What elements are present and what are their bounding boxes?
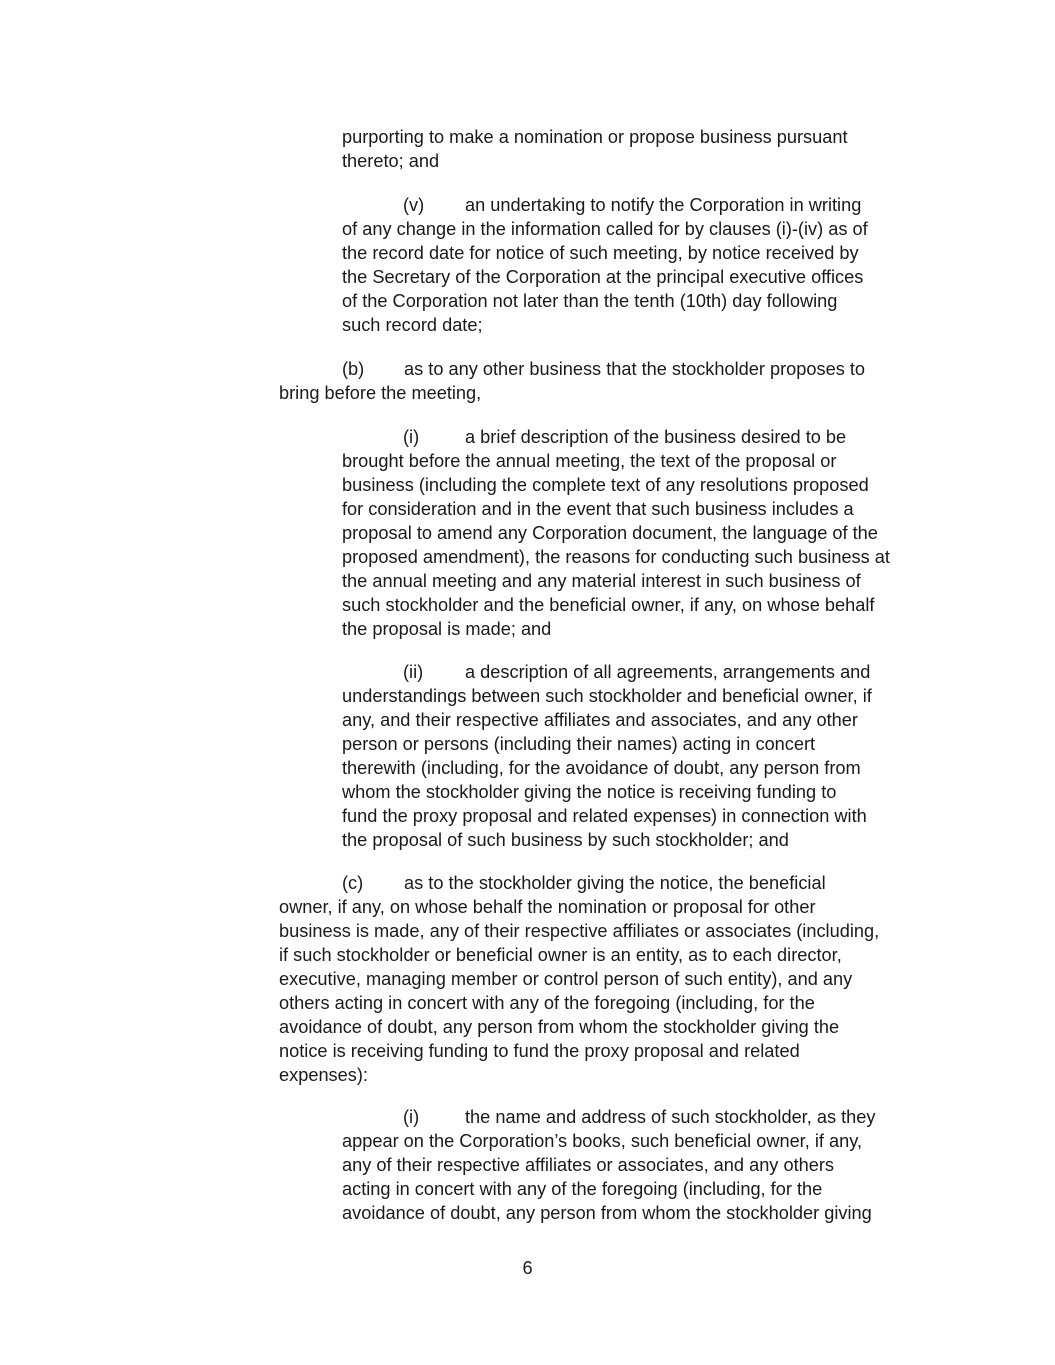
text-line: the proposal is made; and [342,619,552,639]
paragraph-c-i [342,1105,875,1225]
clause-number: (i) [403,427,420,447]
paragraph-a-v [342,193,868,337]
text-line: others acting in concert with any of the foregoing (including, for the [279,993,815,1013]
text-line: notice is receiving funding to fund the proxy proposal and related [279,1041,800,1061]
text-line: brought before the annual meeting, the text of the proposal or [342,451,837,471]
text-line: of any change in the information called for by clauses (i)-(iv) as of [342,219,868,239]
paragraph-b-i [342,425,890,641]
clause-number: (ii) [403,662,424,682]
text-line: the record date for notice of such meeting, by notice received by [342,243,859,263]
text-line: expenses): [279,1065,368,1085]
text-line: the name and address of such stockholder, as they [465,1107,876,1127]
text-line: owner, if any, on whose behalf the nomination or proposal for other [279,897,816,917]
text-line: executive, managing member or control person of such entity), and any [279,969,853,989]
text-line: a description of all agreements, arrangements and [465,662,871,682]
text-line: proposal to amend any Corporation document, the language of the [342,523,878,543]
text-line: such record date; [342,315,483,335]
clause-number: (c) [342,873,364,893]
clause-number: (i) [403,1107,420,1127]
clause-number: (b) [342,359,365,379]
text-line: bring before the meeting, [279,383,482,403]
text-line: the Secretary of the Corporation at the principal executive offices [342,267,864,287]
text-line: as to the stockholder giving the notice, the beneficial [404,873,826,893]
page-number: 6 [522,1258,533,1278]
text-line: any, and their respective affiliates and associates, and any other [342,710,858,730]
text-line: acting in concert with any of the foregoing (including, for the [342,1179,823,1199]
text-line: a brief description of the business desired to be [465,427,847,447]
text-line: for consideration and in the event that such business includes a [342,499,854,519]
text-line: if such stockholder or beneficial owner is an entity, as to each director, [279,945,842,965]
paragraph-c [279,871,879,1087]
text-line: appear on the Corporation’s books, such beneficial owner, if any, [342,1131,863,1151]
text-line: avoidance of doubt, any person from whom the stockholder giving [342,1203,872,1223]
text-line: thereto; and [342,151,440,171]
text-line: of the Corporation not later than the tenth (10th) day following [342,291,838,311]
text-line: avoidance of doubt, any person from whom the stockholder giving the [279,1017,840,1037]
text-line: whom the stockholder giving the notice is receiving funding to [342,782,837,802]
text-line: as to any other business that the stockholder proposes to [404,359,866,379]
text-line: any of their respective affiliates or associates, and any others [342,1155,835,1175]
text-line: proposed amendment), the reasons for conducting such business at [342,547,890,567]
text-line: business is made, any of their respective affiliates or associates (including, [279,921,880,941]
text-line: such stockholder and the beneficial owner, if any, on whose behalf [342,595,875,615]
text-line: an undertaking to notify the Corporation in writing [465,195,862,215]
text-line: purporting to make a nomination or propose business pursuant [342,127,848,147]
text-line: understandings between such stockholder and beneficial owner, if [342,686,872,706]
paragraph-b-ii [342,660,872,852]
text-line: fund the proxy proposal and related expenses) in connection with [342,806,867,826]
paragraph-a-iv-continued [342,125,848,173]
paragraph-b [279,357,865,405]
text-line: the proposal of such business by such stockholder; and [342,830,789,850]
text-line: therewith (including, for the avoidance of doubt, any person from [342,758,861,778]
text-line: business (including the complete text of any resolutions proposed [342,475,869,495]
text-line: person or persons (including their names) acting in concert [342,734,816,754]
clause-number: (v) [403,195,425,215]
text-line: the annual meeting and any material interest in such business of [342,571,861,591]
